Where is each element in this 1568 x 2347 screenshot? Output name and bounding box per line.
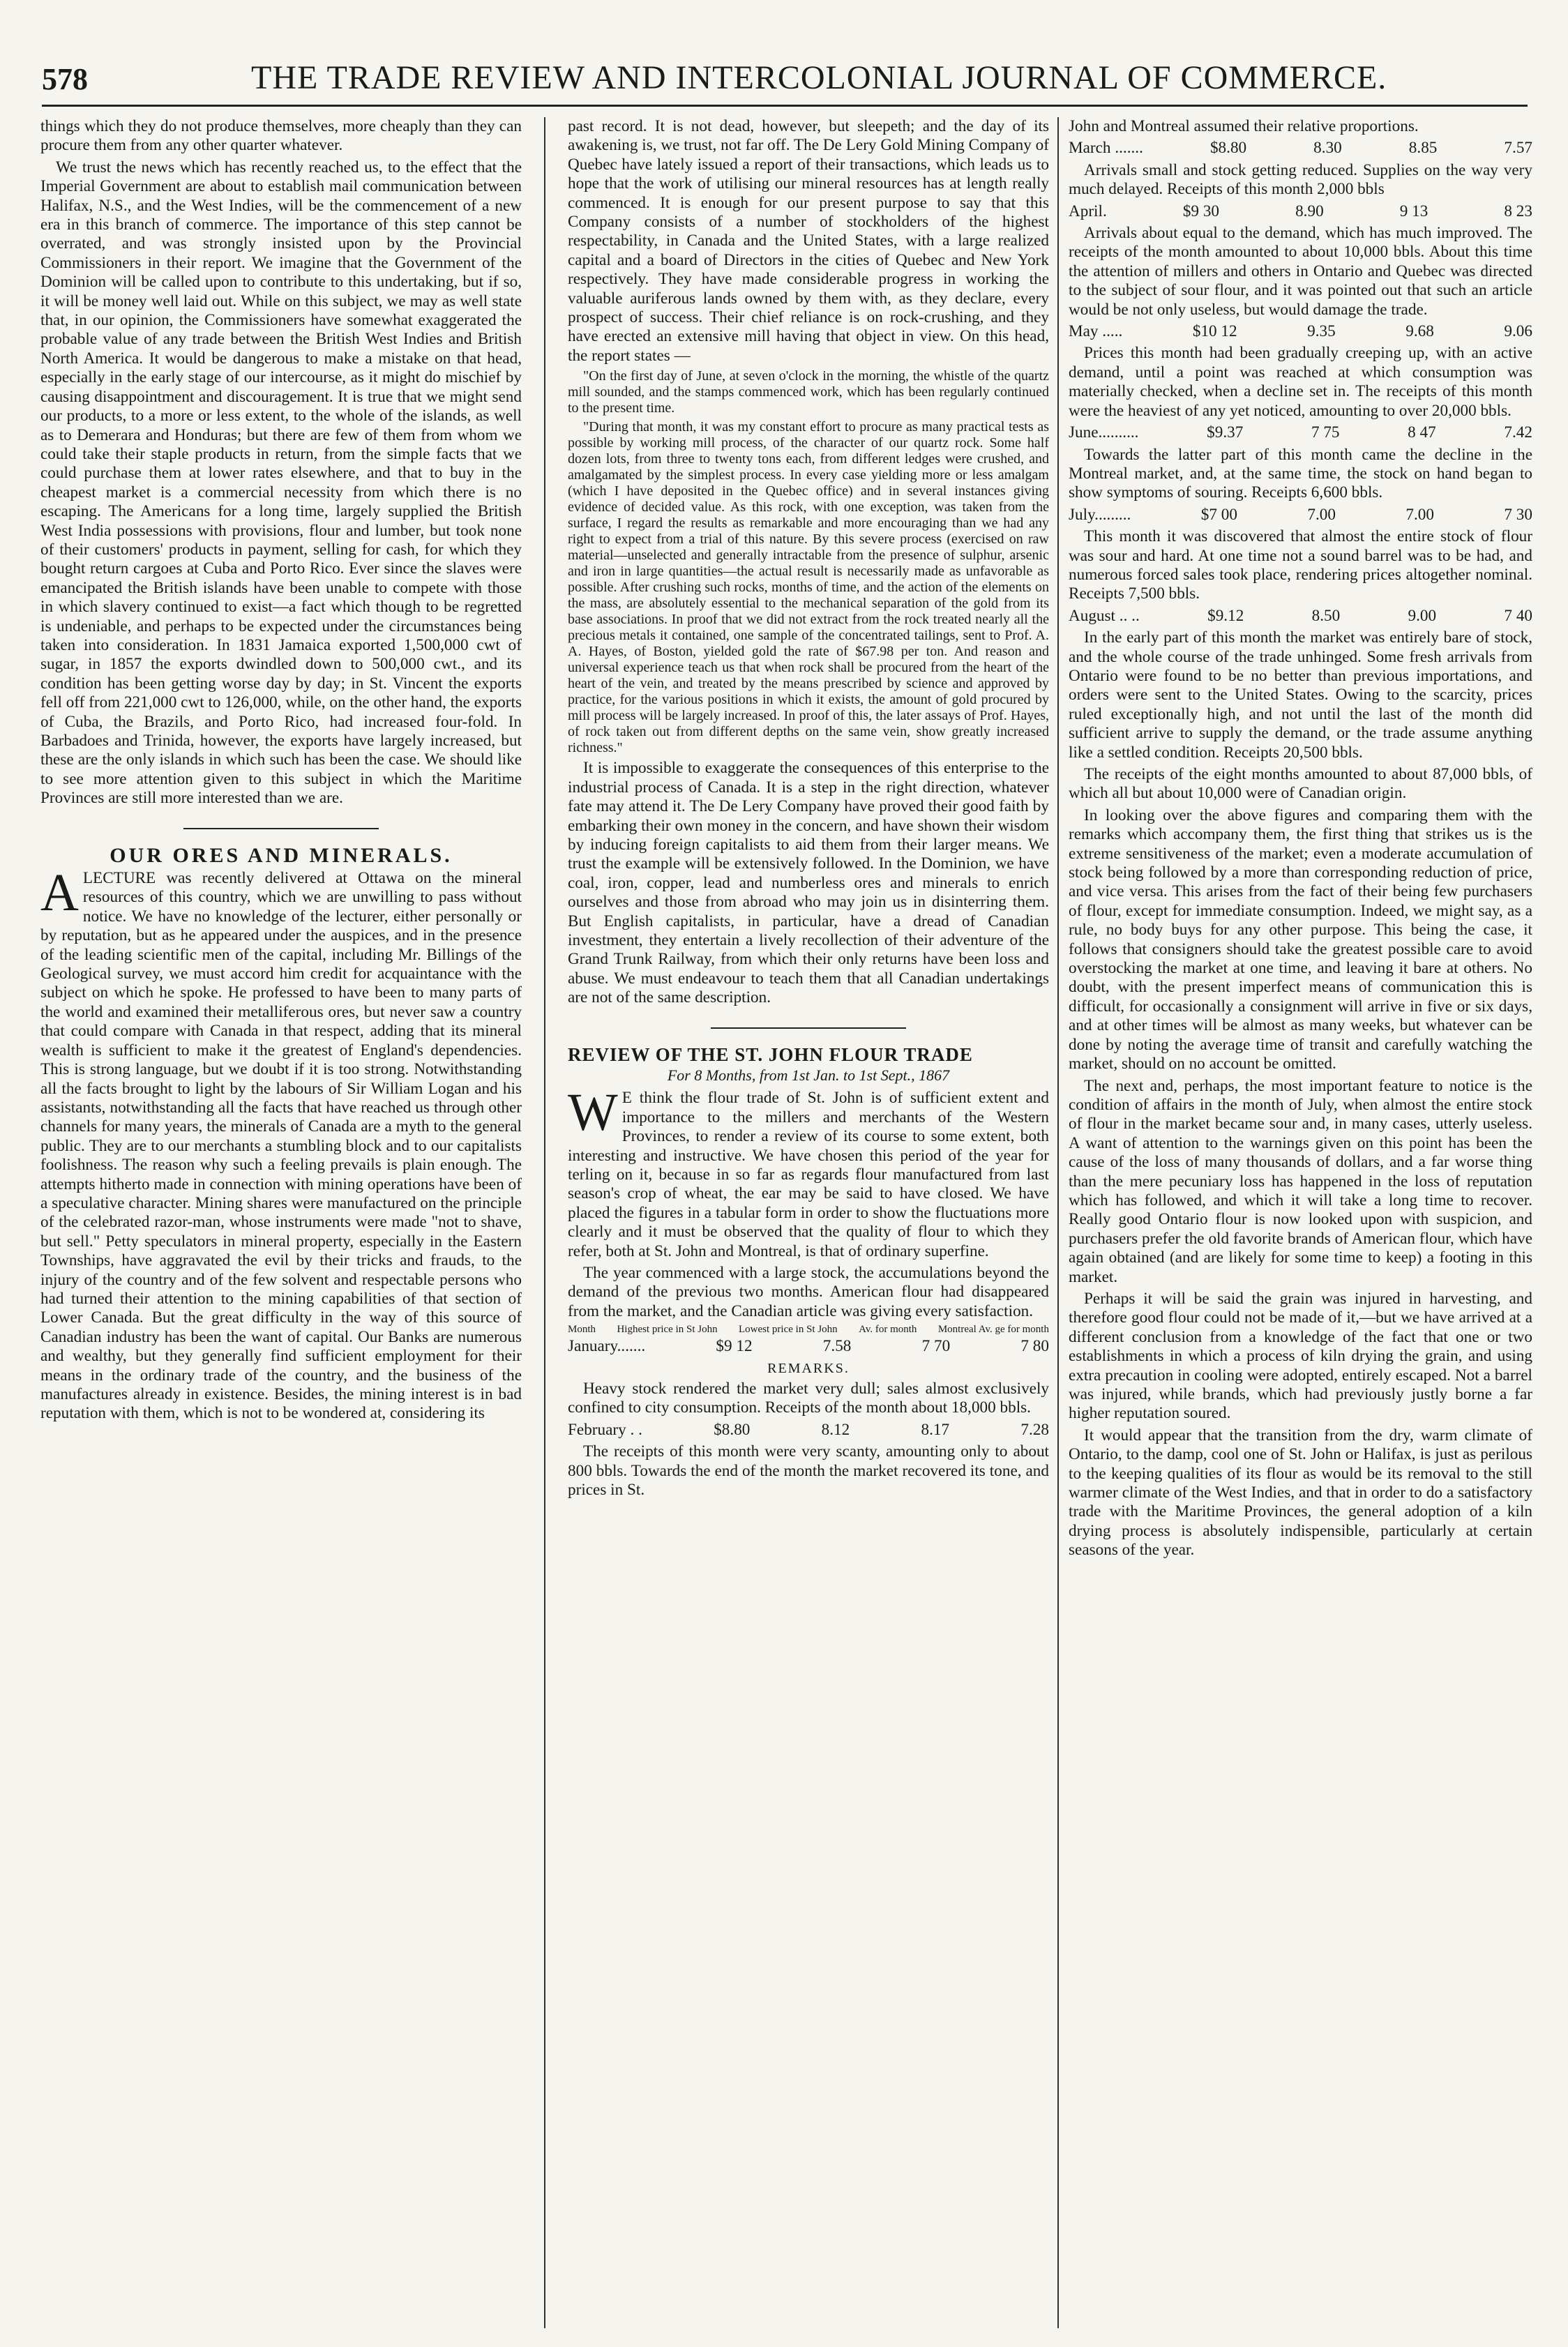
- article-paragraph: [568, 1083, 1049, 1261]
- price-cell: 8.17: [921, 1420, 950, 1439]
- th-lowest: Lowest price in St John: [739, 1324, 838, 1336]
- article-paragraph: things which they do not produce themselves, more cheaply than they can procure them from any other quarter whatever.: [40, 117, 522, 155]
- price-table-header: [568, 1324, 1049, 1336]
- article-paragraph: It would appear that the transition from the dry, warm climate of Ontario, to the damp, cool one of St. John or Halifax, is just as perilous to the keeping qualities of its flour as would be its removal to the still warmer climate of the West Indies, and that in order to do a satisfactory trade with the Maritime Provinces, the general adoption of a kiln drying process is absolutely indispensible, particularly at certain seasons of the year.: [1069, 1426, 1532, 1560]
- page-header: [42, 59, 1528, 107]
- column-2: [568, 117, 1049, 2328]
- price-cell: 7 70: [921, 1337, 951, 1356]
- price-cell: 9 13: [1399, 202, 1428, 220]
- price-cell: 8.90: [1295, 202, 1324, 220]
- price-cell: 7.57: [1504, 139, 1532, 158]
- price-cell: 8.30: [1313, 139, 1342, 158]
- price-row: [1069, 607, 1532, 626]
- month-remarks: In the early part of this month the market was entirely bare of stock, and the whole course of the trade unhinged. Some fresh arrivals from Ontario were found to be no better than previous importations, and orders were sent to the United States. Owing to the scarcity, prices ruled exceptionally high, and not until the last of the month did sufficient arrive to supply the demand, or the trade assume anything like a settled condition. Receipts 20,500 bbls.: [1069, 628, 1532, 762]
- month-cell: June..........: [1069, 423, 1139, 442]
- article-paragraph: past record. It is not dead, however, but sleepeth; and the day of its awakening is, we trust, not far off. The De Lery Gold Mining Company of Quebec have lately issued a report of their transactions, which leads us to hope that the work of utilising our mineral resources has at length really commenced. It is enough for our present purpose to say that this Company consists of a number of stockholders of the highest respectability, in Canada and the United States, with a large realized capital and a board of Directors in the cities of Quebec and New York respectively. They have made considerable progress in working the valuable auriferous lands owned by them with, as they declare, every prospect of success. Their chief reliance is on rock-crushing, and they have erected an extensive mill having that object in view. On this head, the report states —: [568, 117, 1049, 365]
- journal-title: THE TRADE REVIEW AND INTERCOLONIAL JOURNAL OF COMMERCE.: [251, 59, 1387, 96]
- th-highest: Highest price in St John: [617, 1324, 718, 1336]
- month-cell: August .. ..: [1069, 606, 1140, 625]
- month-remarks: Arrivals about equal to the demand, which has much improved. The receipts of the month amounted to about 10,000 bbls. About this time the attention of millers and others in Ontario and Quebec was directed to the subject of sour flour, and it was pointed out that such an article would be not only useless, but would damage the trade.: [1069, 224, 1532, 319]
- page-number: 578: [42, 62, 88, 96]
- month-cell: March .......: [1069, 139, 1143, 158]
- price-cell: $9 12: [716, 1337, 753, 1356]
- month-cell: February . .: [568, 1420, 642, 1439]
- price-cell: 9.00: [1408, 606, 1437, 625]
- price-cell: $8.80: [1209, 139, 1247, 158]
- ores-text: LECTURE was recently delivered at Ottawa on the mineral resources of this country, which we are unwilling to pass without notice. We have no knowledge of the lecturer, either personally or by reputation, but as he appeared under the auspices, and in the presence of the leading scientific men of the capital, including Mr. Billings of the Geological survey, we must accord him credit for acquaintance with the subject on which he spoke. He professed to have been to many parts of the world and examined their metalliferous ores, but never saw a country that could compare with Canada in that respect, adding that its mineral wealth is sufficient to make it the greatest of England's dependencies. This is strong language, but we doubt if it is too strong. Notwithstanding all the facts brought to light by the labours of Sir William Logan and his assistants, notwithstanding all the facts that have reached us through other channels for many years, the minerals of Canada are a myth to the general public. They are to our merchants a stumbling block and to our capitalists foolishness. The reason why such a feeling prevails is plain enough. The attempts hitherto made in connection with mining operations have been of a speculative character. Mining shares were manufactured on the principle of the celebrated razor-man, whose instruments were made "not to shave, but sell." Petty speculators in mineral property, especially in the Eastern Townships, have aggravated the evil by their tricks and frauds, to the injury of the country and of the few solvent and respectable persons who had turned their attention to the mining capabilities of that section of Lower Canada. But the great difficulty in the way of this source of Canadian industry has been the want of capital. Our Banks are numerous and wealthy, but they generally find sufficient employment for their means in the ordinary trade of the country, and the business of the manufactures already in existence. Besides, the mining interest is in bad reputation with them, which is not to be wondered at, considering its: [40, 869, 522, 1423]
- month-cell: July.........: [1069, 505, 1131, 524]
- price-row: [1069, 322, 1532, 341]
- price-cell: 7.58: [822, 1337, 852, 1356]
- th-month: Month: [568, 1324, 596, 1336]
- month-remarks: The receipts of this month were very scanty, amounting only to about 800 bbls. Towards the end of the month the market recovered its tone, and prices in St.: [568, 1442, 1049, 1500]
- price-row: [1069, 139, 1532, 158]
- month-remarks: Heavy stock rendered the market very dull; sales almost exclusively confined to city consumption. Receipts of the month about 18,000 bbls.: [568, 1380, 1049, 1417]
- price-cell: 8 23: [1504, 202, 1532, 220]
- article-paragraph: [40, 863, 522, 1424]
- price-cell: 7.00: [1405, 505, 1434, 524]
- th-montreal: Montreal Av. ge for month: [937, 1324, 1049, 1336]
- article-paragraph: Perhaps it will be said the grain was injured in harvesting, and therefore good flour could not be made of it,—but we have arrived at a different conclusion from a knowledge of the fact that one or two establishments in which a process of kiln drying the grain, and using extra precaution in cooling were adopted, entirely escaped. Not a barrel was injured, while brands, which had previously justly borne a far higher reputation soured.: [1069, 1289, 1532, 1423]
- section-separator: [183, 828, 379, 829]
- price-cell: 7.00: [1307, 505, 1336, 524]
- review-text: E think the flour trade of St. John is of sufficient extent and importance to the millers and merchants of the Western Provinces, to render a review of its course to some extent, both interesting and instructive. We have chosen this period of the year for terling on it, because in so far as regards flour manufactured from last season's crop of wheat, the ear may be said to have closed. We have placed the figures in a tabular form in order to show the fluctuations more clearly and it must be observed that the quality of flour to which they refer, both at St. John and Montreal, is that of ordinary superfine.: [568, 1089, 1049, 1260]
- price-cell: 7 30: [1504, 505, 1532, 524]
- column-divider: [1057, 117, 1059, 2328]
- month-cell: January.......: [568, 1337, 646, 1356]
- remarks-label: REMARKS.: [767, 1360, 850, 1376]
- month-remarks: Arrivals small and stock getting reduced. Supplies on the way very much delayed. Receipts of this month 2,000 bbls: [1069, 160, 1532, 199]
- article-paragraph: It is impossible to exaggerate the consequences of this enterprise to the industrial process of Canada. It is a step in the right direction, whatever fate may attend it. The De Lery Company have proved their good faith by embarking their own money in the concern, and have shown their wisdom by inducing foreign capitalists to aid them from their larger means. We trust the example will be extensively followed. In the Dominion, we have coal, iron, copper, lead and numberless ores and minerals to enrich ourselves and those from abroad who may join us in disinterring them. But English capitalists, in particular, have a dread of Canadian investment, they entertain a lively recollection of their adventure of the Grand Trunk Railway, from which their only returns have been loss and abuse. We must endeavour to teach them that all Canadian undertakings are not of the same description.: [568, 759, 1049, 1007]
- section-separator: [711, 1027, 906, 1029]
- month-remarks: Prices this month had been gradually creeping up, with an active demand, until a point was reached at which consumption was materially checked, when a decline set in. The receipts of this month were the heaviest of any yet noticed, amounting to over 20,000 bbls.: [1069, 344, 1532, 420]
- price-row: [568, 1421, 1049, 1440]
- price-cell: 8.12: [821, 1420, 850, 1439]
- price-cell: 9.06: [1504, 322, 1532, 341]
- report-quote: "During that month, it was my constant effort to procure as many practical tests as possible by working mill process, of the character of our quartz rock. Some half dozen lots, from three to twenty tons each, from different ledges were crushed, and amalgamated by the simplest process. In every case yielding more or less amalgam (which I have deposited in the Quebec office) and in several instances giving evidence of decided value. As this rock, with one exception, was taken from the surface, I regard the results as remarkable and more encouraging than we had any right to expect from a trial of this nature. By this severe process (exercised on raw material—unselected and generally intractable from the presence of sulphur, arsenic and iron in large quantities—the actual result is necessarily made as unfavorable as possible. After crushing such rocks, months of time, and the action of the elements on the mass, are absolutely essential to the mechanical separation of the gold from its base associations. In proof that we did not extract from the rock treated nearly all the precious metals it contained, one sample of the concentrated tailings, sent to Prof. A. A. Hayes, of Boston, yielded gold the rate of $67.98 per ton. And reason and universal experience teach us that when rock shall be procured from the heart of the heart of the vein, and treated by the means prescribed by science and approved by practice, for the various positions in which it exists, the amount of gold procured by mill process will be largely increased. In proof of this, the later assays of Prof. Hayes, of rock taken out from different depths on the same vein, show greatly increased richness.": [568, 419, 1049, 756]
- drop-cap: A: [40, 863, 79, 923]
- price-row: [1069, 423, 1532, 442]
- price-cell: $10 12: [1192, 322, 1237, 341]
- price-cell: 8.50: [1311, 606, 1341, 625]
- price-cell: 7.42: [1504, 423, 1532, 442]
- report-quote: "On the first day of June, at seven o'clock in the morning, the whistle of the quartz mill sounded, and the stamps commenced work, which has been regularly continued to the present time.: [568, 368, 1049, 416]
- price-cell: $9 30: [1182, 202, 1219, 220]
- price-cell: $9.12: [1207, 606, 1244, 625]
- month-cell: April.: [1069, 202, 1107, 220]
- price-cell: $7 00: [1200, 505, 1237, 524]
- th-average: Av. for month: [859, 1324, 917, 1336]
- article-paragraph: John and Montreal assumed their relative proportions.: [1069, 117, 1419, 135]
- article-paragraph: The year commenced with a large stock, the accumulations beyond the demand of the previous two months. American flour had disappeared from the market, and the Canadian article was giving every satisfaction.: [568, 1264, 1049, 1320]
- month-remarks: Towards the latter part of this month came the decline in the Montreal market, and, at the same time, the stock on hand began to show symptoms of souring. Receipts 6,600 bbls.: [1069, 445, 1532, 502]
- ores-heading: OUR ORES AND MINERALS.: [110, 843, 453, 867]
- header-rule: [42, 105, 1528, 107]
- article-paragraph: The next and, perhaps, the most important feature to notice is the condition of affairs in the month of July, when almost the entire stock of flour in the market became sour and, in many cases, utterly useless. A want of attention to the warnings given on this point has been the cause of the loss of many thousands of dollars, and a far worse thing than the mere pecuniary loss has happened in the loss of reputation which has followed, and which it will take a long time to recover. Really good Ontario flour is now looked upon with suspicion, and purchasers prefer the old favorite brands of American flour, which have again obtained (and are likely for some time to keep) a footing in this market.: [1069, 1076, 1532, 1286]
- review-subheading: For 8 Months, from 1st Jan. to 1st Sept., 1867: [667, 1066, 950, 1084]
- price-cell: 9.35: [1307, 322, 1336, 341]
- article-paragraph: The receipts of the eight months amounted to about 87,000 bbls, of which all but about 10,000 were of Canadian origin.: [1069, 765, 1532, 803]
- month-cell: May .....: [1069, 322, 1123, 341]
- price-cell: $8.80: [714, 1420, 751, 1439]
- review-heading: REVIEW OF THE ST. JOHN FLOUR TRADE: [568, 1043, 973, 1065]
- drop-cap: W: [568, 1083, 618, 1142]
- price-row: [1069, 506, 1532, 525]
- price-cell: 8.85: [1408, 139, 1438, 158]
- price-cell: 7 75: [1311, 423, 1340, 442]
- month-remarks: This month it was discovered that almost the entire stock of flour was sour and hard. At one time not a sound barrel was to be had, and numerous forced sales took place, rendering prices altogether nominal. Receipts 7,500 bbls.: [1069, 527, 1532, 603]
- price-row: [1069, 202, 1532, 221]
- price-cell: 9.68: [1405, 322, 1434, 341]
- price-row: [568, 1337, 1049, 1356]
- article-paragraph: We trust the news which has recently reached us, to the effect that the Imperial Government are about to establish mail communication between Halifax, N.S., and the West Indies, will be the commencement of a new era in this branch of commerce. The importance of this step cannot be overrated, and was strongly insisted upon by the Provincial Commissioners in their report. We imagine that the Government of the Dominion will be called upon to contribute to this undertaking, but if so, it will be money well laid out. While on this subject, we may as well state that, in our opinion, the Commissioners have somewhat exaggerated the probable value of any trade between the British West Indies and British North America. It would be dangerous to make a mistake on that head, especially in the early stage of our intercourse, as it might do mischief by causing disappointment and discouragement. It is true that we might send our products, to a more or less extent, to the whole of the islands, as well as to Demerara and Honduras; but there are few of them from whom we could take their staple products in return, from the simple facts that we could purchase them at lower rates elsewhere, and that to buy in the cheapest market is a commercial necessity from which there is no escaping. The Americans for a long time, largely supplied the British West India possessions with provisions, flour and lumber, but took none of their customers' products in payment, selling for cash, for which they bought return cargoes at Cuba and Porto Rico. Ever since the slaves were emancipated the British islands have been unable to compete with those in which slavery continued to exist—a fact which though to be regretted is undeniable, and perhaps to be expected under the circumstances being taken into consideration. In 1831 Jamaica exported 1,500,000 cwt of sugar, in 1857 the exports dwindled down to 500,000 cwt., and its condition has been getting worse day by day; in St. Vincent the exports fell off from 221,000 cwt to 126,000, while, on the other hand, the exports of Cuba, the Brazils, and Porto Rico, had increased four-fold. In Barbadoes and Trinida, however, the exports have largely increased, but these are the only islands in which such has been the case. We should like to see more attention given to this subject in which the Maritime Provinces are still more interested than we are.: [40, 158, 522, 808]
- column-1: [40, 117, 522, 2328]
- column-divider: [544, 117, 545, 2328]
- price-cell: 8 47: [1408, 423, 1436, 442]
- article-paragraph: In looking over the above figures and comparing them with the remarks which accompany them, the first thing that strikes us is the extreme sensitiveness of the market; even a moderate accumulation of stock being followed by a more than corresponding reduction of price, and vice versa. This arises from the fact of their being few purchasers of flour, except for immediate consumption. Indeed, we might say, as a rule, no body buys for any other purpose. This being the case, it follows that consigners should take the greatest possible care to avoid overstocking the market at one time, and leaving it bare at others. No doubt, with the present imperfect means of communication this is difficult, for occasionally a consignment will arrive in five or six days, and at other times will be almost as many weeks, but whatever can be done by noting the average time of transit and carefully watching the market, should on no account be omitted.: [1069, 806, 1532, 1073]
- price-cell: 7 80: [1020, 1337, 1049, 1356]
- price-cell: 7 40: [1504, 606, 1532, 625]
- price-cell: $9.37: [1207, 423, 1244, 442]
- price-cell: 7.28: [1020, 1420, 1049, 1439]
- column-3: [1069, 117, 1532, 2328]
